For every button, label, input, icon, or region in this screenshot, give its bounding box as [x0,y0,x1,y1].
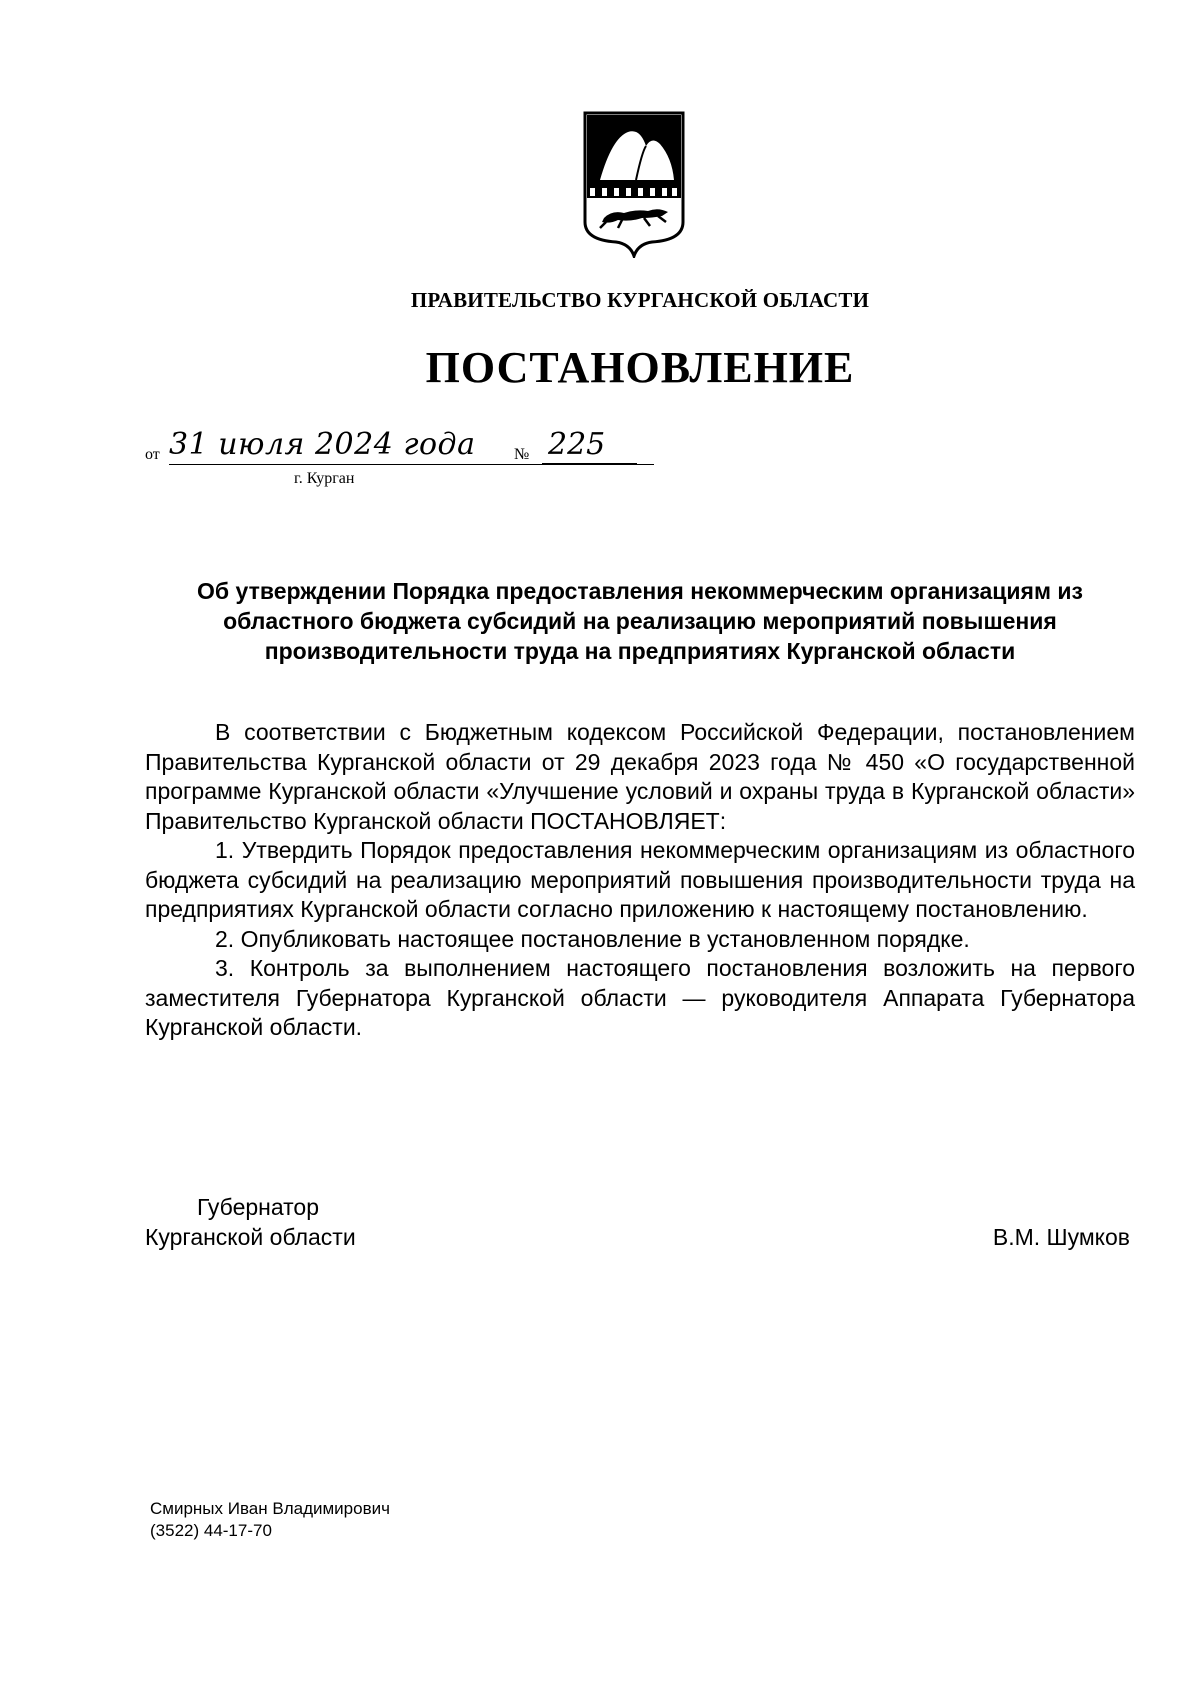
coat-of-arms-icon [582,110,686,258]
signatory-position [145,1192,356,1252]
city-name: г. Курган [294,470,355,487]
executor-phone: (3522) 44-17-70 [150,1521,272,1540]
body-item-1: 1. Утвердить Порядок предоставления некоммерческим организациям из областного бюджета субсидий на реализацию мероприятий повышения производительности труда на предприятиях Курганской области согласно приложению к настоящему постановлению. [145,837,1135,922]
document-body [145,718,1135,1043]
executor-name: Смирных Иван Владимирович [150,1499,390,1518]
body-preamble: В соответствии с Бюджетным кодексом Российской Федерации, постановлением Правительства Курганской области от 29 декабря 2023 года № 450 «О государственной программе Курганской области «Улучшение условий и охраны труда в Курганской области» Правительство Курганской области ПОСТАНОВЛЯЕТ: [145,719,1135,834]
signatory-name: В.М. Шумков [992,1224,1130,1250]
body-item-3: 3. Контроль за выполнением настоящего постановления возложить на первого заместителя Губернатора Курганской области — руководителя Аппарата Губернатора Курганской области. [145,955,1135,1040]
body-item-2: 2. Опубликовать настоящее постановление в установленном порядке. [215,925,970,952]
document-type-title: ПОСТАНОВЛЕНИЕ [425,343,855,392]
handwritten-number [542,427,637,464]
date-prefix: от [145,446,160,463]
number-prefix: № [514,446,530,463]
government-name: ПРАВИТЕЛЬСТВО КУРГАНСКОЙ ОБЛАСТИ [410,288,870,312]
document-subject: Об утверждении Порядка предоставления некоммерческим организациям из областного бюджета субсидий на реализацию мероприятий повышения производительности труда на предприятиях Курганской области [197,578,1083,664]
executor-info [150,1498,390,1542]
number-value-text: 225 [548,427,606,462]
handwritten-date: 31 июля 2024 года [169,430,654,465]
signatory-position-line1: Губернатор [197,1194,320,1220]
signatory-position-line2: Курганской области [145,1224,356,1250]
